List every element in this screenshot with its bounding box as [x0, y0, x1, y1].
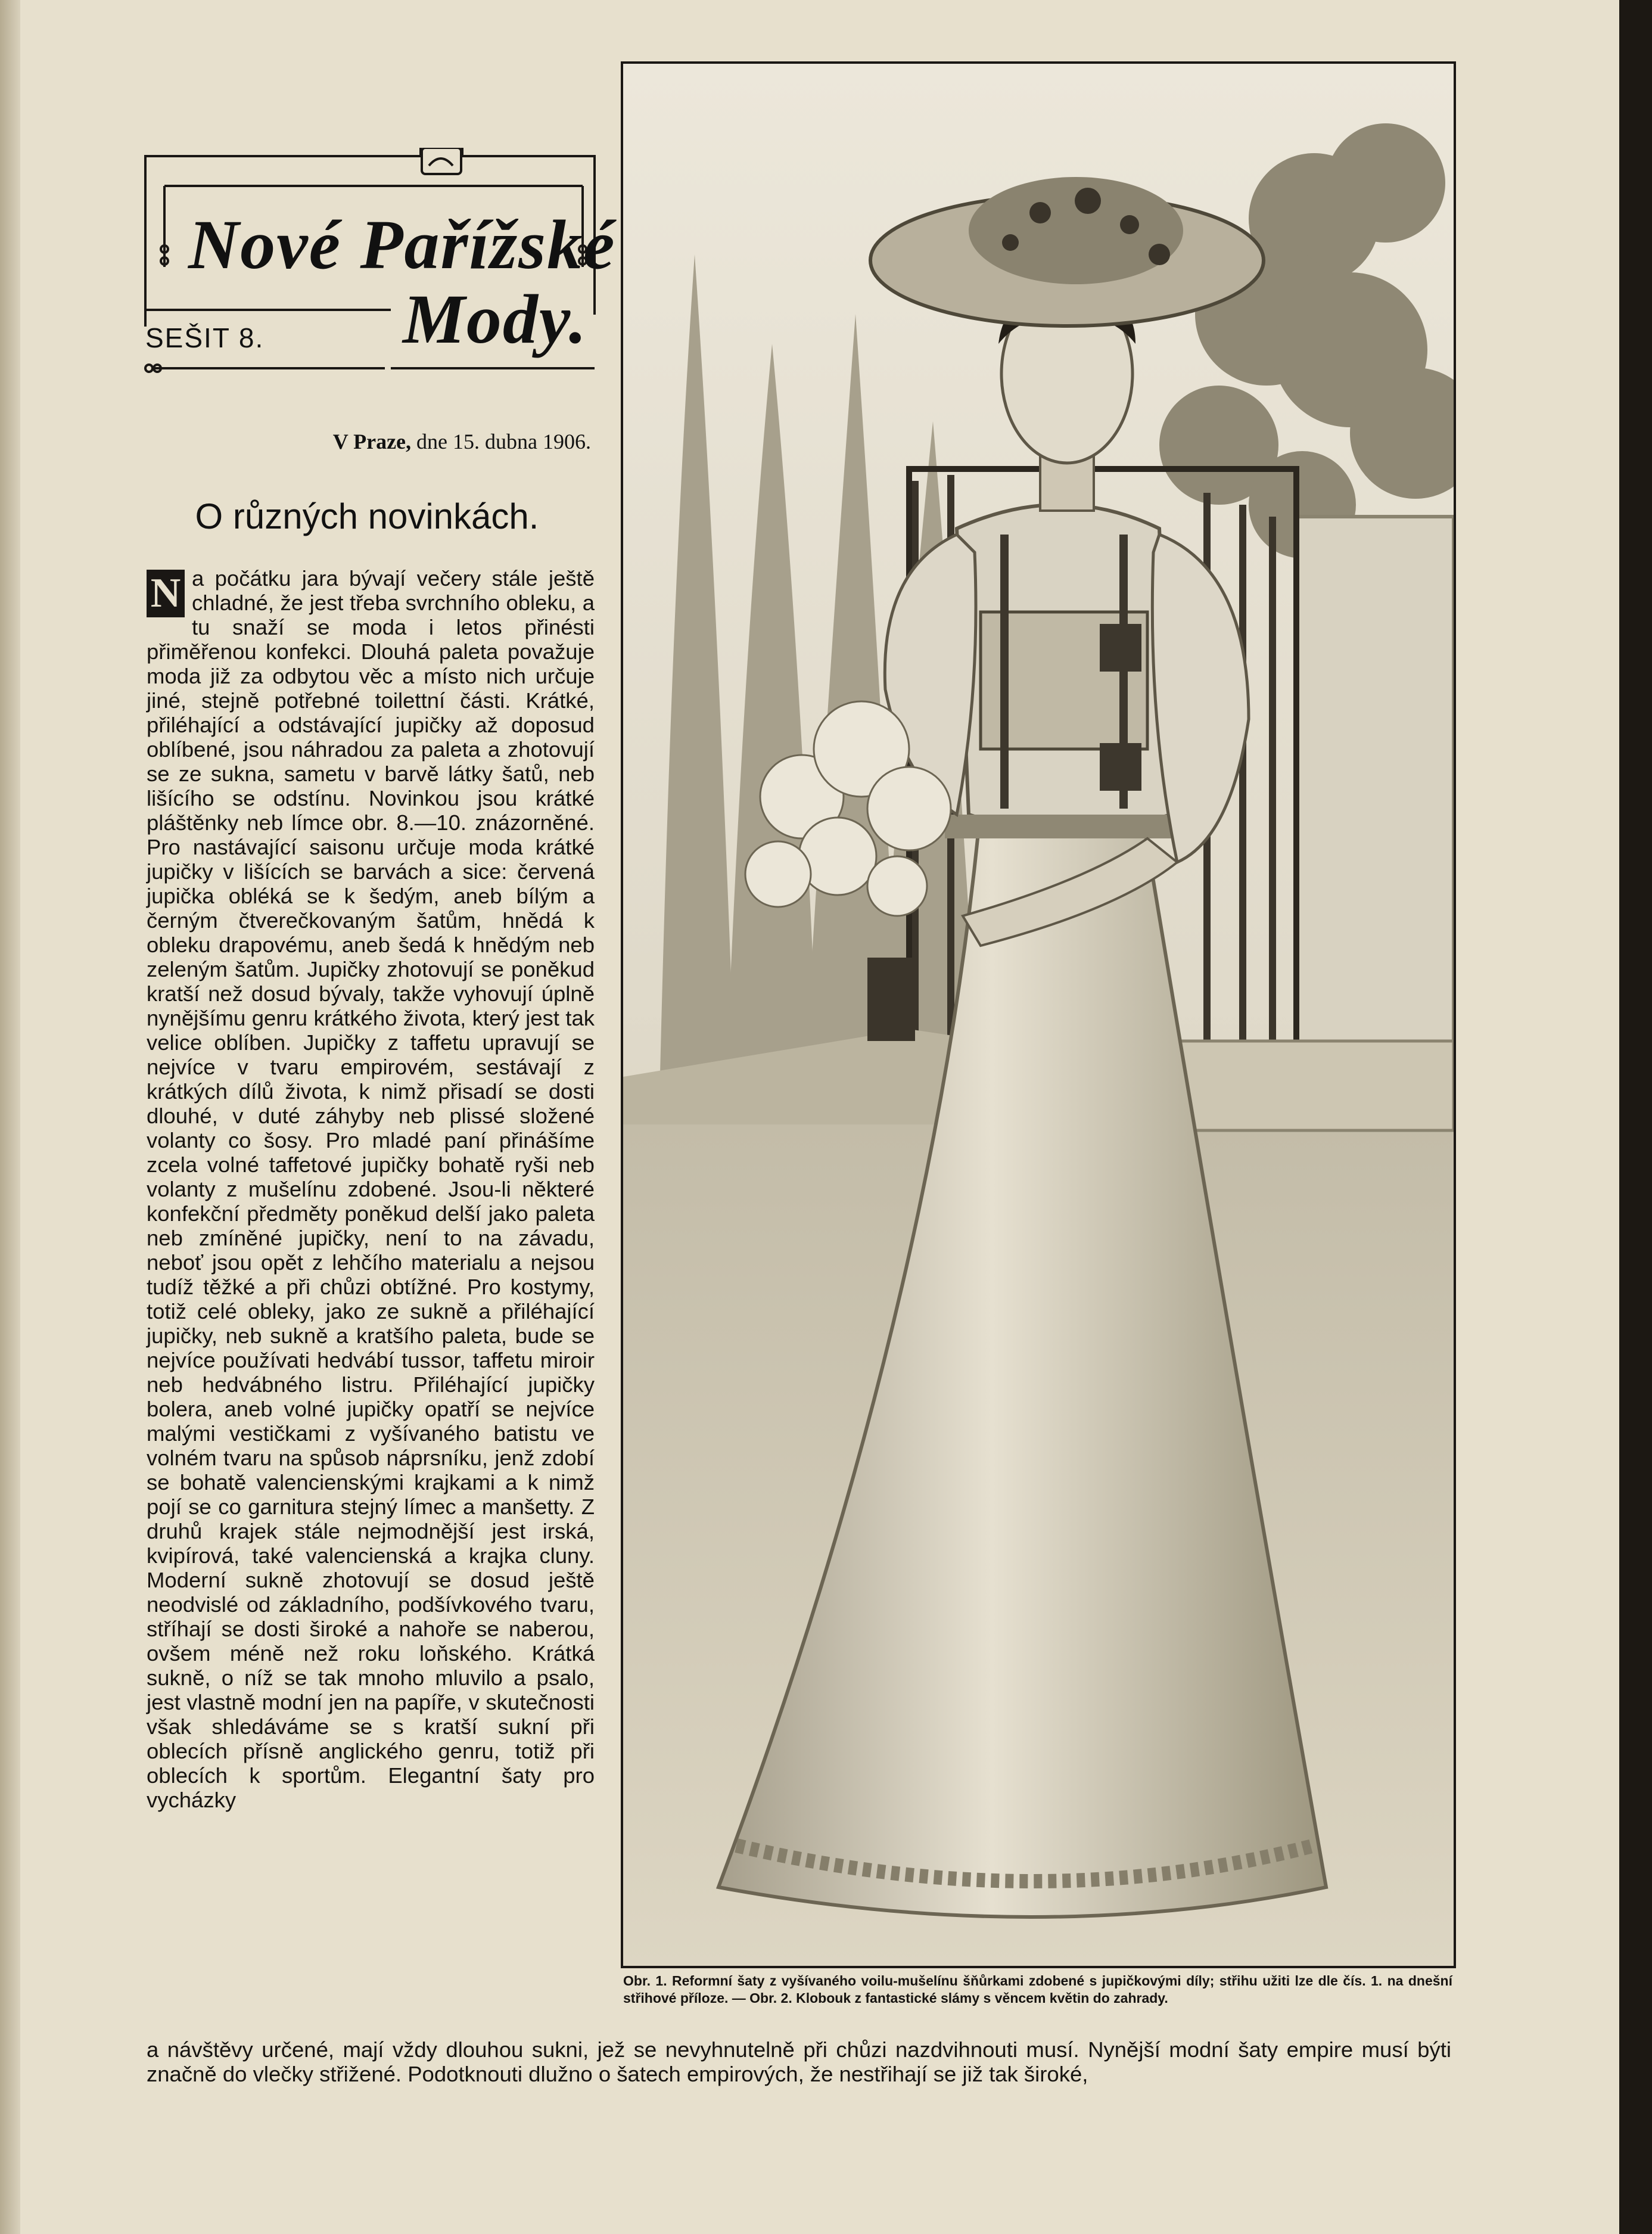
fashion-illustration	[621, 61, 1456, 1968]
drop-cap: N	[147, 570, 185, 617]
article-column	[147, 566, 595, 1812]
issue-number: SEŠIT 8.	[145, 322, 265, 353]
dateline	[298, 429, 591, 454]
article-continuation: a návštěvy určené, mají vždy dlouhou sukni, jež se nevyhnutelně při chůzi nazdvihnouti musí. Nynější modní šaty empire musí býti značně do vlečky střižené. Podotknouti dlužno o šatech empirových, že nestřihají se již tak široké,	[147, 2037, 1451, 2086]
article-headline: O různých novinkách.	[195, 496, 539, 536]
masthead-title-line1: Nové Pařížské	[188, 206, 616, 284]
masthead	[141, 148, 616, 374]
article-body: a počátku jara bývají večery stále ještě chladné, že jest třeba svrchního obleku, a tu snaží se moda i letos přinésti přiměřenou konfekci. Dlouhá paleta považuje moda již za odbytou věc a místo nich určuje jiné, stejně potřebné toilettní části. Krátké, přiléhající a odstávající jupičky až doposud oblíbené, jsou náhradou za paleta a zhotovují se ze sukna, sametu v barvě látky šatů, neb lišícího se odstínu. Novinkou jsou krátké pláštěnky neb límce obr. 8.—10. znázorněné. Pro nastávající saisonu určuje moda krátké jupičky v lišících se barvách a sice: červená jupička obléká se k šedým, aneb bílým a černým čtverečkovaným šatům, hnědá k obleku drapovému, aneb šedá k hnědým neb zeleným šatům. Jupičky zhotovují se poněkud kratší než dosud bývaly, takže vyhovují úplně nynějšímu genru krátkého života, který jest tak velice oblíben. Jupičky z taffetu upravují se nejvíce v tvaru empirovém, sestávají z krátkých dílů života, k nimž přisadí se dosti dlouhé, v duté záhyby neb plissé složené volanty co šosy. Pro mladé paní přinášíme zcela volné taffetové jupičky bohatě ryši neb volanty z mušelínu zdobené. Jsou-li některé konfekční předměty poněkud delší jako paleta neb zmíněné jupičky, není to na závadu, neboť jsou opět z lehčího materialu a nejsou tudíž těžké a při chůzi obtížné. Pro kostymy, totiž celé obleky, jako ze sukně a přiléhající jupičky, neb sukně a kratšího paleta, bude se nejvíce používati hedvábí tussor, taffetu miroir neb hedvábného listru. Přiléhající jupičky bolera, aneb volné jupičky opatří se nejvíce malými vestičkami z vyšívaného batistu ve volném tvaru na spůsob náprsníku, jenž zdobí se bohatě valencienskými krajkami a k nimž pojí se co garnitura stejný límec a manšetty. Z druhů krajek stále nejmodnější jest irská, kvipírová, také valencienská a krajka cluny. Moderní sukně zhotovují se dosud ještě neodvislé od základního, podšívkového tvaru, stříhají se dosti široké a nahoře se naberou, ovšem méně než roku loňského. Krátká sukně, o níž se tak mnoho mluvilo a psalo, jest vlastně modní jen na papíře, v skutečnosti však shledáváme se s kratší sukní při oblecích přísně anglického genru, totiž při oblecích k sportům. Elegantní šaty pro vycházky	[147, 566, 595, 1812]
figure-caption: Obr. 1. Reformní šaty z vyšívaného voilu-mušelínu šňůrkami zdobené s jupičkovými díly; střihu užiti lze dle čís. 1. na dnešní střihové příloze. — Obr. 2. Klobouk z fantastické slámy s věncem květin do zahrady.	[623, 1973, 1452, 2006]
masthead-title-line2: Mody.	[403, 280, 588, 358]
illustration-drawing	[623, 64, 1454, 1966]
dateline-place: V Praze,	[332, 430, 412, 453]
dateline-date: dne 15. dubna 1906.	[416, 430, 591, 453]
scan-edge	[1619, 0, 1652, 2234]
